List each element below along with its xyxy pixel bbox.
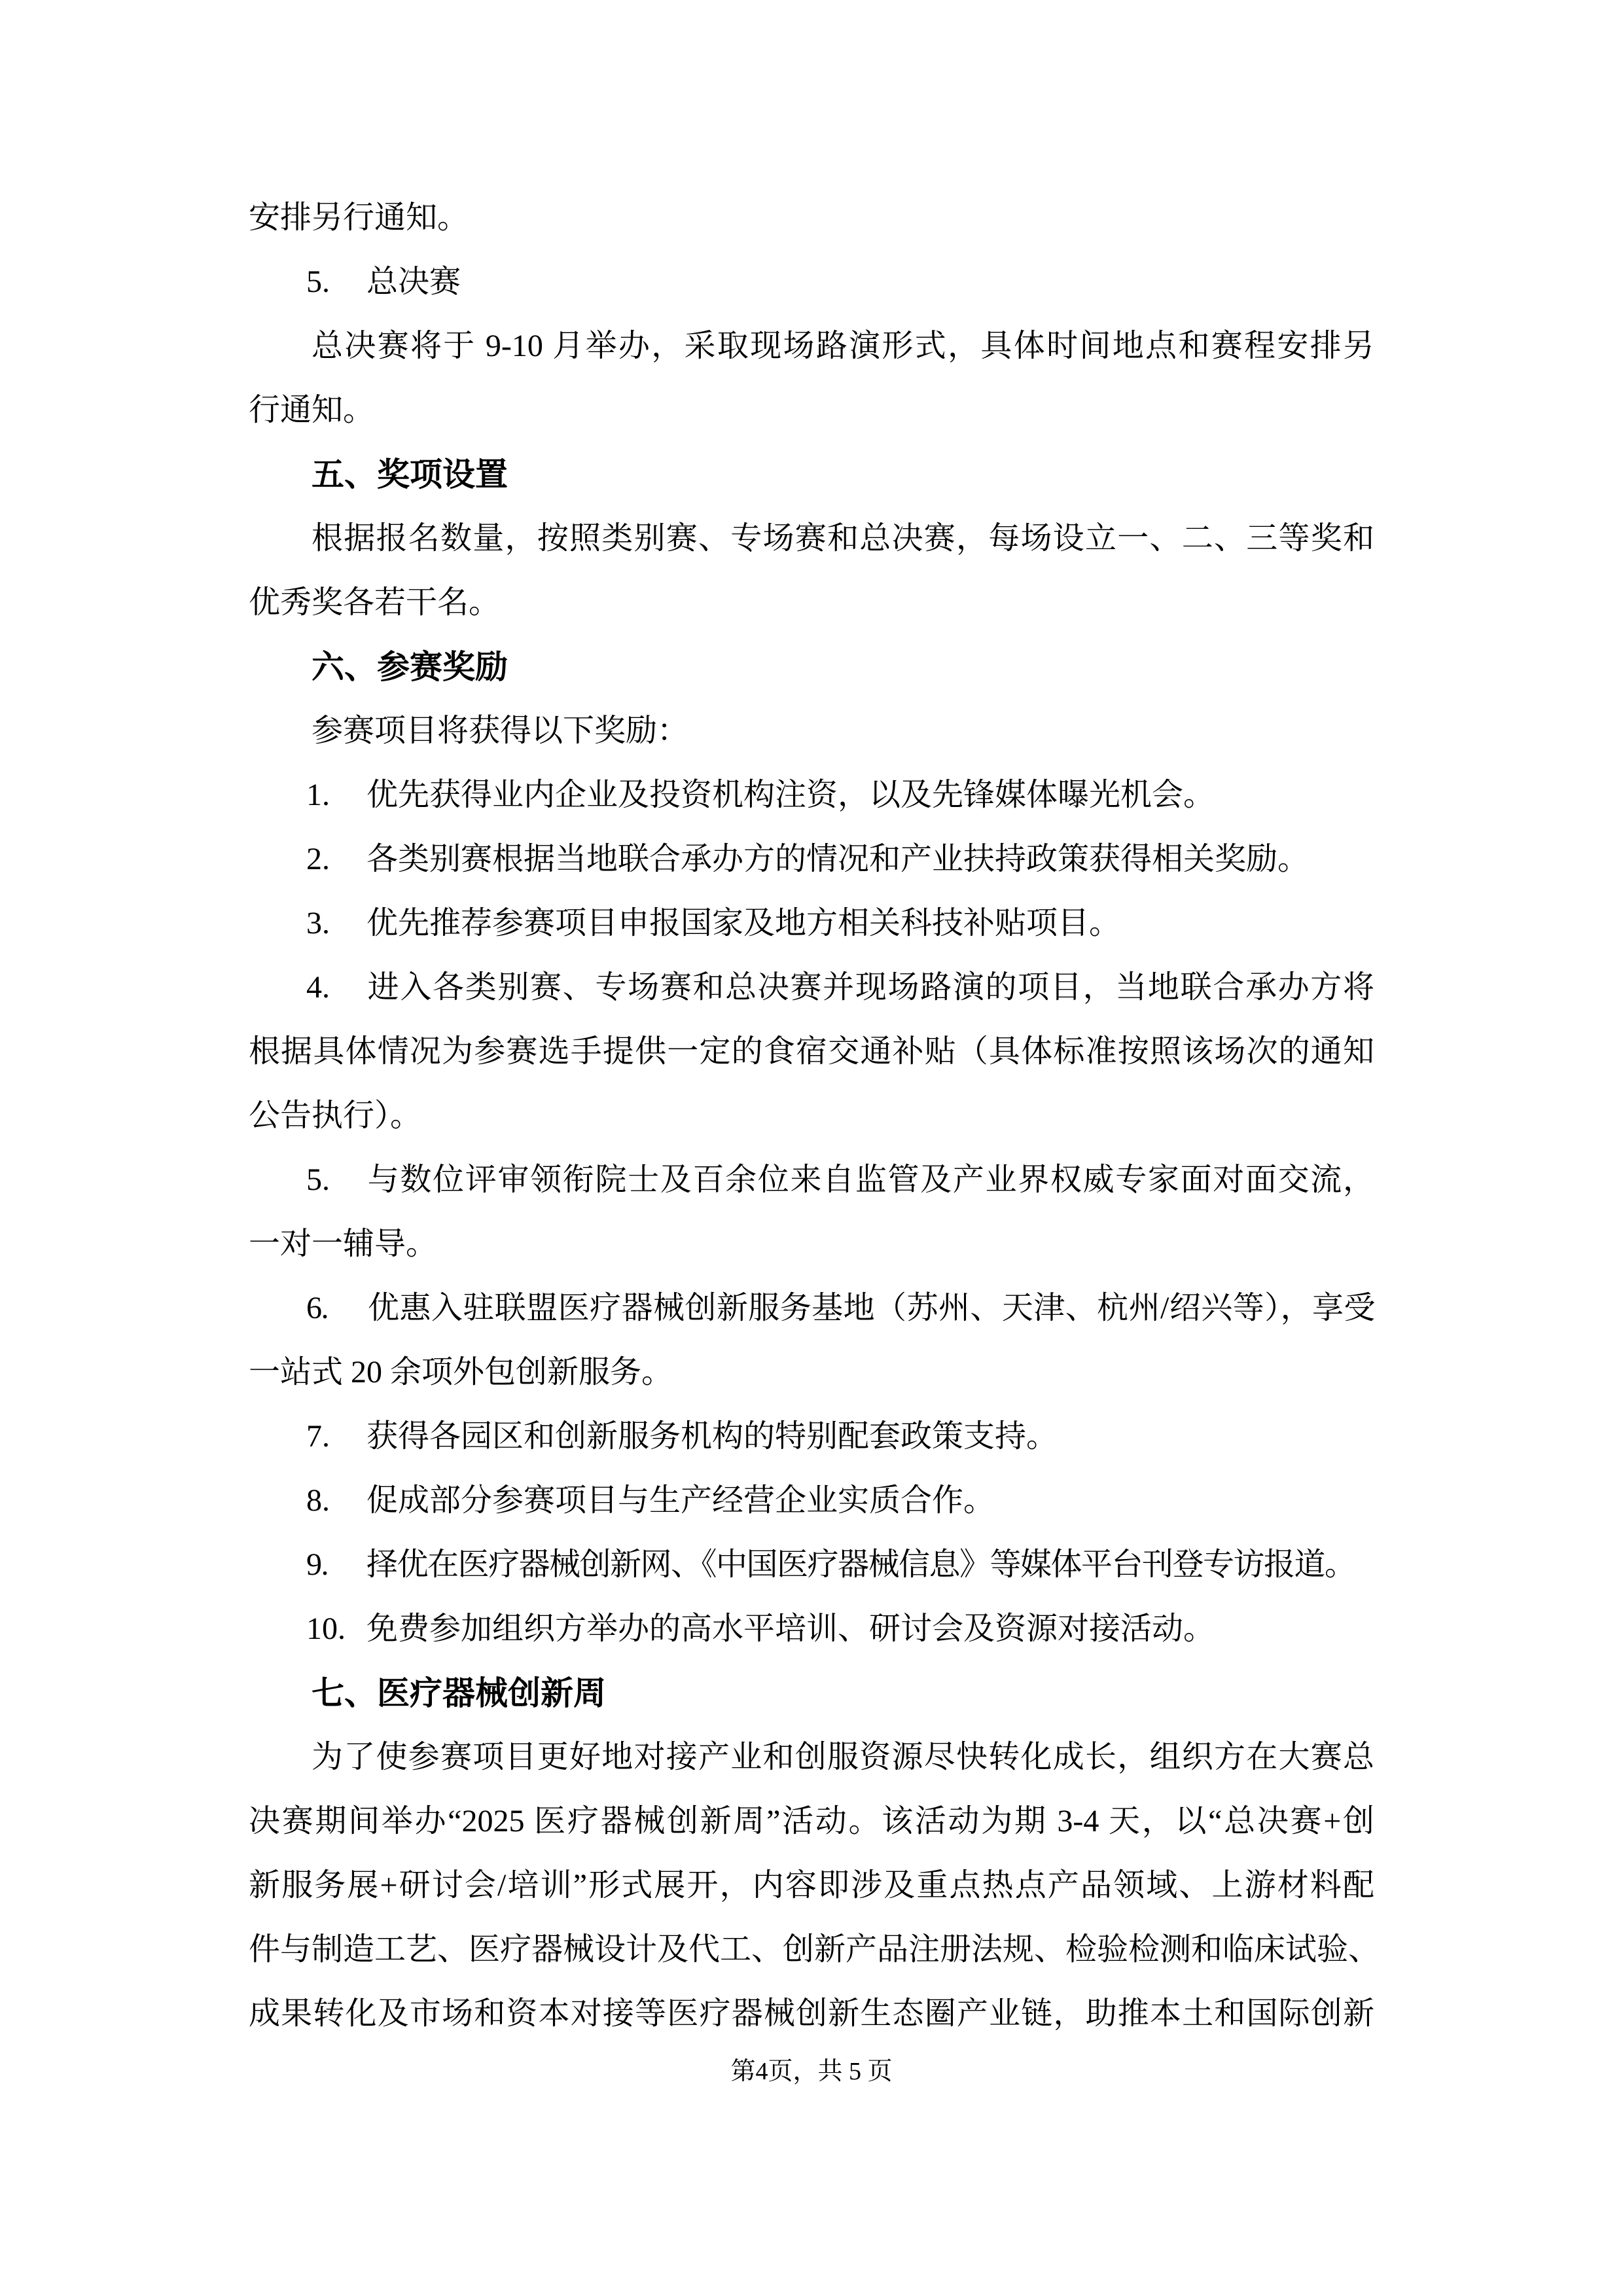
section-heading-rewards: 六、参赛奖励 [312, 649, 508, 685]
paragraph-line: 参赛项目将获得以下奖励： [312, 713, 689, 748]
list-item-text: 促成部分参赛项目与生产经营企业实质合作。 [366, 1483, 995, 1518]
list-item-text: 免费参加组织方举办的高水平培训、研讨会及资源对接活动。 [366, 1611, 1215, 1646]
list-item-number: 5. [306, 264, 330, 299]
list-item-number: 7. [306, 1419, 330, 1454]
paragraph-line: 新服务展+研讨会/培训”形式展开，内容即涉及重点热点产品领域、上游材料配 [249, 1868, 1374, 1903]
paragraph-line: 根据报名数量，按照类别赛、专场赛和总决赛，每场设立一、二、三等奖和 [312, 521, 1374, 556]
list-item-text: 优惠入驻联盟医疗器械创新服务基地（苏州、天津、杭州/绍兴等），享受 [366, 1291, 1374, 1325]
list-item-continuation-line: 根据具体情况为参赛选手提供一定的食宿交通补贴（具体标准按照该场次的通知 [249, 1034, 1374, 1069]
list-item-continuation-line: 一站式 20 余项外包创新服务。 [249, 1355, 673, 1390]
paragraph-line: 决赛期间举办“2025 医疗器械创新周”活动。该活动为期 3-4 天，以“总决赛+创 [249, 1804, 1374, 1839]
paragraph-line: 总决赛将于 9-10 月举办，采取现场路演形式，具体时间地点和赛程安排另 [312, 329, 1374, 363]
list-item-number: 1. [306, 778, 330, 812]
list-item-number: 4. [306, 970, 330, 1005]
list-item-number: 2. [306, 842, 330, 876]
list-item-text: 各类别赛根据当地联合承办方的情况和产业扶持政策获得相关奖励。 [366, 842, 1310, 876]
list-item-7 [249, 1405, 1374, 1469]
list-item-2 [249, 827, 1374, 891]
paragraph-line: 为了使参赛项目更好地对接产业和创服资源尽快转化成长，组织方在大赛总 [312, 1740, 1374, 1774]
page-number: 第4页，共 5 页 [730, 2058, 893, 2085]
list-item-number: 3. [306, 906, 330, 941]
list-item-number: 8. [306, 1483, 330, 1518]
list-item-text: 择优在医疗器械创新网、《中国医疗器械信息》等媒体平台刊登专访报道。 [366, 1547, 1355, 1582]
list-item-5 [249, 1148, 1374, 1212]
list-item-6 [249, 1276, 1374, 1340]
list-item-text: 优先推荐参赛项目申报国家及地方相关科技补贴项目。 [366, 906, 1121, 941]
list-item-1 [249, 763, 1374, 827]
list-item-final-5 [249, 250, 1374, 314]
paragraph-line: 优秀奖各若干名。 [249, 585, 501, 620]
list-item-3 [249, 891, 1374, 956]
paragraph-line: 成果转化及市场和资本对接等医疗器械创新生态圈产业链，助推本土和国际创新 [249, 1996, 1374, 2031]
list-item-text: 总决赛 [366, 264, 461, 299]
page-body [249, 186, 1380, 2046]
list-item-number: 9. [306, 1547, 328, 1582]
list-item-4 [249, 956, 1374, 1020]
continued-paragraph-line: 安排另行通知。 [249, 200, 469, 235]
list-item-continuation-line: 公告执行）。 [249, 1098, 422, 1133]
list-item-number: 6. [306, 1291, 328, 1325]
list-item-text: 获得各园区和创新服务机构的特别配套政策支持。 [366, 1419, 1058, 1454]
list-item-number: 5. [306, 1162, 330, 1197]
paragraph-line: 行通知。 [249, 393, 375, 427]
list-item-text: 进入各类别赛、专场赛和总决赛并现场路演的项目，当地联合承办方将 [366, 970, 1374, 1005]
list-item-number: 10. [306, 1611, 346, 1646]
list-item-9 [249, 1533, 1374, 1597]
list-item-10 [249, 1597, 1374, 1661]
page-footer [0, 2055, 1623, 2088]
list-item-text: 优先获得业内企业及投资机构注资，以及先锋媒体曝光机会。 [366, 778, 1215, 812]
list-item-text: 与数位评审领衔院士及百余位来自监管及产业界权威专家面对面交流， [366, 1162, 1374, 1197]
list-item-8 [249, 1469, 1374, 1533]
list-item-continuation-line: 一对一辅导。 [249, 1227, 438, 1261]
paragraph-line: 件与制造工艺、医疗器械设计及代工、创新产品注册法规、检验检测和临床试验、 [249, 1932, 1380, 1967]
section-heading-awards: 五、奖项设置 [312, 456, 508, 493]
section-heading-innovation-week: 七、医疗器械创新周 [312, 1675, 606, 1712]
